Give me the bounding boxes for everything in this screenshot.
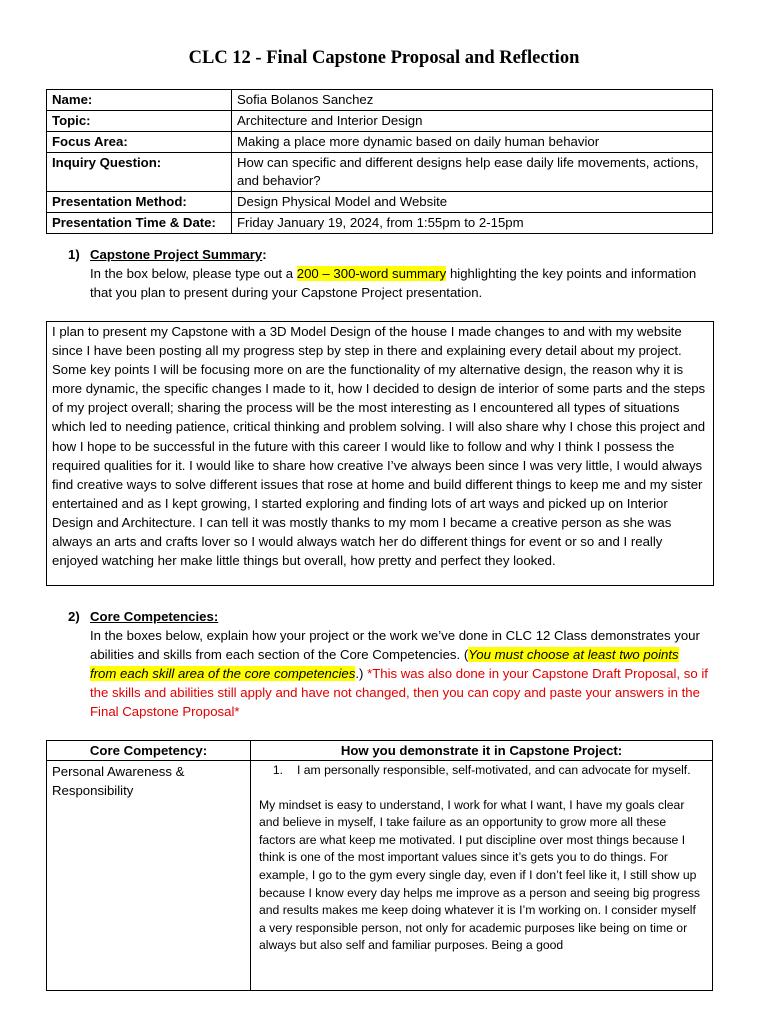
info-row-focus-area [47,132,713,153]
info-label: Name: [47,90,232,111]
column-header-competency: Core Competency: [47,741,251,761]
competency-demonstration [251,761,713,991]
info-value: Friday January 19, 2024, from 1:55pm to 2-15pm [232,213,713,234]
competency-name: Personal Awareness & Responsibility [47,761,251,991]
section-summary-instructions [68,245,708,302]
info-label: Focus Area: [47,132,232,153]
table-header-row [47,741,713,761]
info-value: Making a place more dynamic based on daily human behavior [232,132,713,153]
instruction-text: In the box below, please type out a [90,266,297,281]
section-heading [68,607,708,626]
section-instructions [68,626,708,721]
section-instructions [68,264,708,302]
info-label: Presentation Time & Date: [47,213,232,234]
info-value: Sofia Bolanos Sanchez [232,90,713,111]
info-value: Architecture and Interior Design [232,111,713,132]
list-item [259,762,704,780]
info-row-presentation-method [47,192,713,213]
document-title: CLC 12 - Final Capstone Proposal and Reflection [188,48,580,68]
instruction-text: In the boxes below, explain how your project or the work we’ve done in CLC 12 Class demonstrates your abilities and skills from each section of the Core Competencies. ( [90,628,700,662]
list-item-text: I am personally responsible, self-motivated, and can advocate for myself. [297,763,691,777]
section-title: Capstone Project Summary [90,247,263,262]
highlighted-word-count: 200 – 300-word summary [296,266,447,281]
instruction-text: .) [355,666,368,681]
info-row-topic [47,111,713,132]
info-value: How can specific and different designs help ease daily life movements, actions, and behavior? [232,153,713,192]
highlighted-requirement: You must choose at least two points from each skill area of the core competencies [90,647,679,681]
core-competency-table [46,740,713,991]
column-header-demonstration: How you demonstrate it in Capstone Project: [251,741,713,761]
competency-explanation: My mindset is easy to understand, I work for what I want, I have my goals clear and believe in myself, I take failure as an opportunity to grow more all these factors are what keep me motivated. I put discipline over most things because I think is one of the most important values since it’s gets you to do things. For example, I go to the gym every single day, even if I don’t feel like it, I still show up because I know every day helps me improve as a person and seeing big progress and results makes me keep doing whatever it is I’m working on. I consider myself a very responsible person, not only for academic purposes like being on time or always but also self and familiar purposes. Being a good [259,797,701,953]
info-row-presentation-time [47,213,713,234]
info-label: Presentation Method: [47,192,232,213]
summary-box: I plan to present my Capstone with a 3D Model Design of the house I made changes to and with my website since I have been posting all my progress step by step in there and explaining every detail about my project. Some key points I will be focusing more on are the functionality of my alternative design, the reason why it is more dynamic, the specific changes I made to it, how I decided to design de interior of some parts and the steps of my project overall; sharing the process will be the most interesting as I encountered all types of situations which led to needing patience, critical thinking and problem solving. I will also share why I chose this project and how I hope to be successful in the future with this career I would like to follow and why I think I possess the required qualities for it. I would like to share how creative I’ve always been since I was very little, I would always find creative ways to solve different issues that rose at home and build different things to keep me and my sister entertained and as I kept growing, I started exploring and finding lots of art ways and picked up on Interior Design and Architecture. I can tell it was mostly thanks to my mom I became a creative person as she was always an arts and crafts lover so I would always watch her do different things for event or so and I really enjoyed watching her make little things but overall, how pretty and perfect they looked. [46,321,714,586]
section-number: 2) [68,609,80,624]
student-info-table [46,89,713,234]
info-label: Inquiry Question: [47,153,232,192]
red-note: *This was also done in your Capstone Draft Proposal, so if the skills and abilities still apply and have not changed, then you can copy and paste your answers in the Final Capstone Proposal* [90,666,708,719]
table-row [47,761,713,991]
info-value: Design Physical Model and Website [232,192,713,213]
info-row-inquiry-question [47,153,713,192]
info-row-name [47,90,713,111]
info-label: Topic: [47,111,232,132]
section-core-competencies-instructions [68,607,708,721]
section-heading [68,245,708,264]
section-title: Core Competencies: [90,609,219,624]
section-number: 1) [68,247,80,262]
section-title-colon: : [262,247,267,262]
instruction-text: highlighting the key points and information that you plan to present during your Capstone Project presentation. [90,266,697,300]
list-item-number: 1. [272,763,284,777]
